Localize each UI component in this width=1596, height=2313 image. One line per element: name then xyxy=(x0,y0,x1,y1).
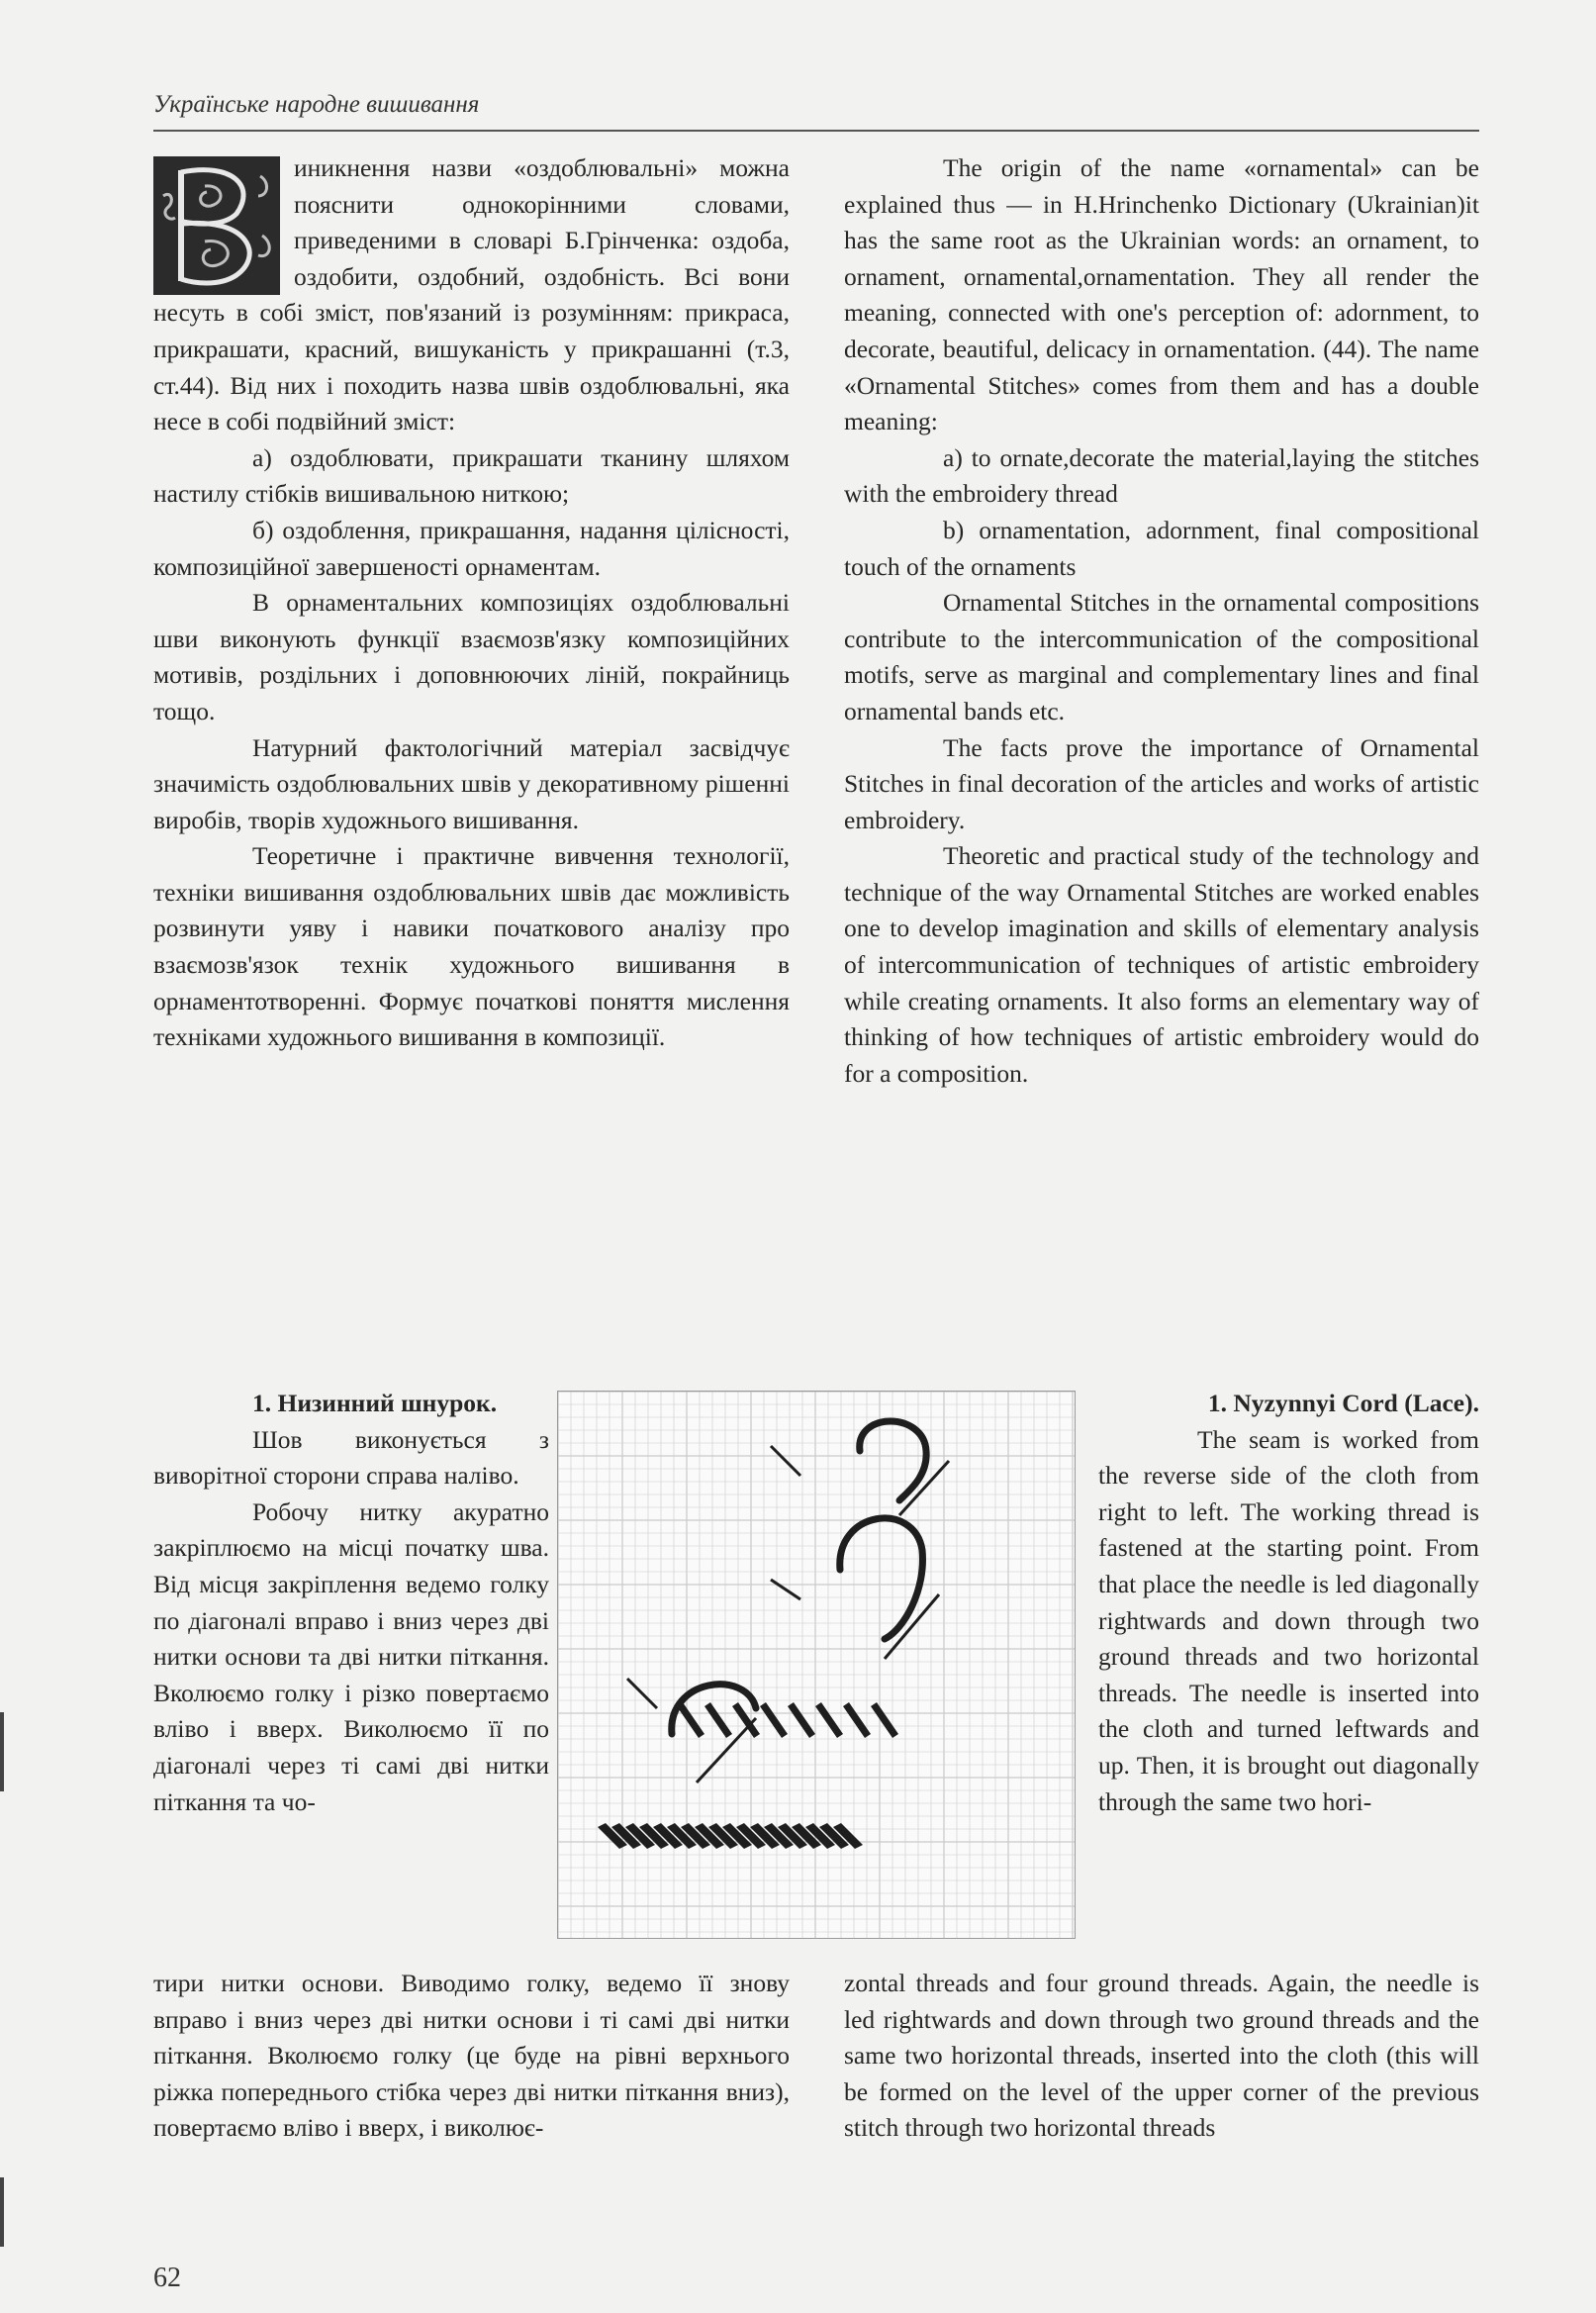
paragraph: The origin of the name «ornamental» can be explained thus — in H.Hrinchenko Dictionary (Ukrainian)it has the same root as the Ukrainian words: an ornament, to ornament, ornamental,ornamentation. They all render the meaning, connected with one's perception of: adornment, to decorate, beautiful, delicacy in ornamentation. (44). The name «Ornamental Stitches» comes from them and has a double meaning: xyxy=(844,153,1479,436)
paragraph: The seam is worked from the reverse side of the cloth from right to left. The working thread is fastened at the starting point. From that place the needle is led diagonally rightwards and down through two ground threads and two horizontal threads. The needle is inserted into the cloth and turned leftwards and up. Then, it is brought out diagonally through the same two hori- xyxy=(1098,1424,1479,1816)
right-section-narrow xyxy=(1098,1386,1479,1820)
paragraph: Шов виконується з виворітної сторони справа наліво. xyxy=(153,1424,549,1491)
paragraph: The facts prove the importance of Ornamental Stitches in final decoration of the articles and works of artistic embroidery. xyxy=(844,732,1479,834)
page-number: 62 xyxy=(153,2263,181,2293)
stitch-mark xyxy=(815,1702,843,1738)
paragraph: Ornamental Stitches in the ornamental compositions contribute to the intercommunication of the compositional motifs, serve as marginal and complementary lines and final ornamental bands etc. xyxy=(844,588,1479,725)
paragraph: тири нитки основи. Виводимо голку, ведемо її знову вправо і вниз через дві нитки основи і ті самі дві нитки піткання. Вколюємо голку (це буде на рівні верхнього ріжка попереднього стібка через дві нитки піткання вниз), повертаємо вліво і вверх, і виколює- xyxy=(153,1969,790,2143)
paragraph: Робочу нитку акуратно закріплюємо на місці початку шва. Від місця закріплення ведемо голку по діагоналі вправо і вниз через дві нитки основи та дві нитки піткання. Вколюємо голку і різко повертаємо вліво і вверх. Виколюємо її по діагоналі через ті самі дві нитки піткання та чо- xyxy=(153,1496,549,1816)
paragraph: Theoretic and practical study of the technology and technique of the way Ornamental Stitches are worked enables one to develop imagination and skills of elementary analysis of intercommunication of techniques of artistic embroidery while creating ornaments. It also forms an elementary way of thinking of how techniques of artistic embroidery would do for a composition. xyxy=(844,841,1479,1088)
paragraph: а) оздоблювати, прикрашати тканину шляхом настилу стібків вишивальною ниткою; xyxy=(153,442,790,509)
right-column-intro xyxy=(844,150,1479,1092)
dropcap-ornament xyxy=(153,156,280,295)
paragraph: a) to ornate,decorate the material,laying the stitches with the embroidery thread xyxy=(844,442,1479,509)
thread-loop xyxy=(840,1518,923,1639)
right-section-wide xyxy=(844,1966,1479,2147)
stitch-mark xyxy=(871,1702,898,1738)
scan-edge-mark xyxy=(0,2177,4,2247)
direction-mark xyxy=(771,1446,800,1476)
header-rule xyxy=(153,130,1479,132)
paragraph: Натурний фактологічний матеріал засвідчує значимість оздоблювальних швів у декоративному рішенні виробів, творів художнього вишивання. xyxy=(153,732,790,834)
left-section-narrow xyxy=(153,1386,549,1820)
left-section-wide xyxy=(153,1966,790,2147)
paragraph: В орнаментальних композиціях оздоблювальні шви виконують функції взаємозв'язку композиційних мотивів, роздільних і доповнюючих ліній, покрайниць тощо. xyxy=(153,588,790,725)
stitch-diagram xyxy=(557,1391,1076,1939)
section-heading-en: 1. Nyzynnyi Cord (Lace). xyxy=(1207,1389,1479,1417)
stitch-mark xyxy=(677,1702,704,1738)
running-head: Українське народне вишивання xyxy=(153,91,480,118)
stitch-mark xyxy=(788,1702,815,1738)
scan-edge-mark xyxy=(0,1712,4,1791)
direction-mark xyxy=(771,1580,800,1599)
left-column-intro xyxy=(153,150,790,1056)
section-heading-uk: 1. Низинний шнурок. xyxy=(252,1389,498,1417)
paragraph: иникнення назви «оздоблювальні» можна пояснити однокорінними словами, приведеними в словарі Б.Грінченка: оздоба, оздобити, оздобний, оздобність. Всі вони несуть в собі зміст, пов'язаний із розумінням: прикраса, прикрашати, красний, вишуканість у прикрашанні (т.3, ст.44). Від них і походить назва швів оздоблювальні, яка несе в собі подвійний зміст: xyxy=(153,153,790,436)
thread-loop xyxy=(860,1421,926,1500)
nyzynnyi-cord-diagram xyxy=(558,1392,1075,1938)
direction-mark xyxy=(627,1679,657,1708)
paragraph: b) ornamentation, adornment, final compositional touch of the ornaments xyxy=(844,515,1479,581)
paragraph: zontal threads and four ground threads. Again, the needle is led rightwards and down through two ground threads and the same two horizontal threads, inserted into the cloth (this will be formed on the level of the upper corner of the previous stitch through two horizontal threads xyxy=(844,1969,1479,2143)
stitch-mark xyxy=(704,1702,732,1738)
ornamental-letter-icon xyxy=(153,156,280,295)
paragraph: б) оздоблення, прикрашання, надання цілісності, композиційної завершеності орнаментам. xyxy=(153,515,790,581)
paragraph: Теоретичне і практичне вивчення технології, техніки вишивання оздоблювальних швів дає можливість розвинути уяву і навики початкового аналізу про взаємозв'язок технік художнього вишивання в орнаментотворенні. Формує початкові поняття мислення техніками художнього вишивання в композиції. xyxy=(153,841,790,1052)
